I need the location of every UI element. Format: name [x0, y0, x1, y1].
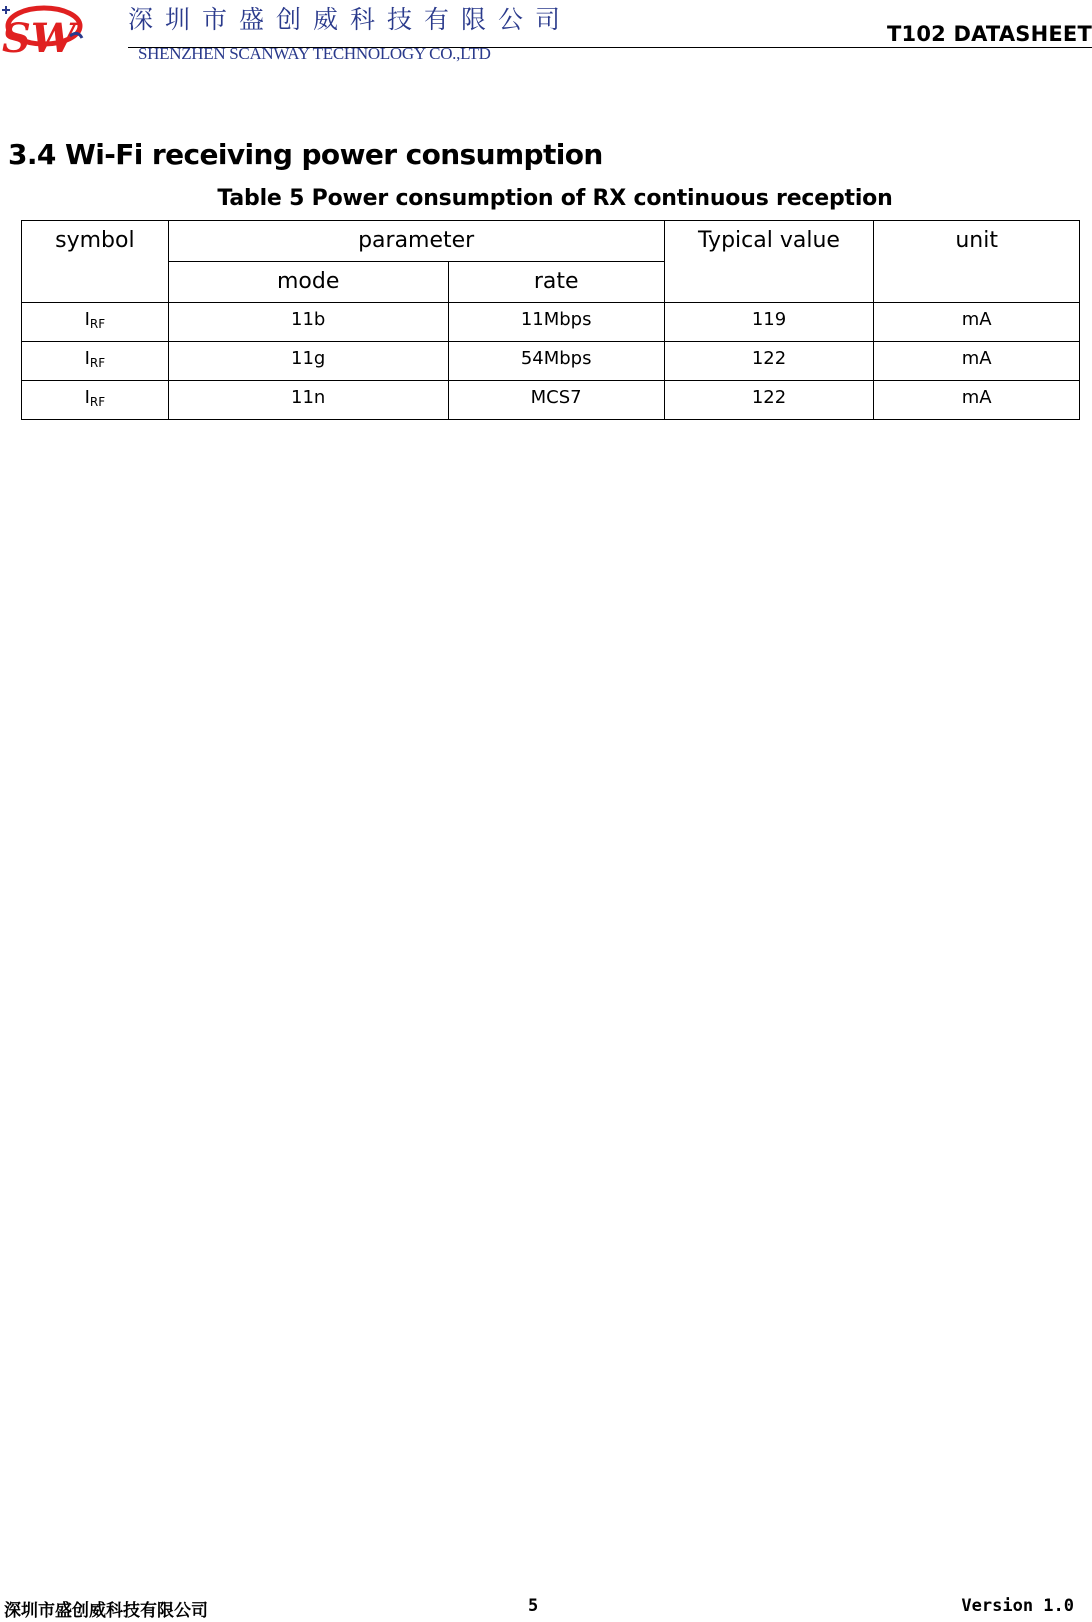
cell-rate: MCS7 [448, 381, 664, 420]
power-consumption-table [21, 220, 1080, 420]
cell-unit: mA [874, 342, 1080, 381]
cell-unit: mA [874, 381, 1080, 420]
symbol-main: I [84, 387, 90, 408]
cell-symbol [22, 342, 169, 381]
cell-typical-value: 122 [664, 342, 874, 381]
symbol-subscript: RF [89, 356, 106, 370]
cell-rate: 11Mbps [448, 303, 664, 342]
cell-mode: 11b [168, 303, 448, 342]
header-parameter: parameter [168, 221, 664, 262]
cell-rate: 54Mbps [448, 342, 664, 381]
header-rate: rate [448, 262, 664, 303]
cell-typical-value: 119 [664, 303, 874, 342]
symbol-subscript: RF [89, 395, 106, 409]
cell-symbol [22, 381, 169, 420]
header-typical-value: Typical value [664, 221, 874, 303]
symbol-main: I [84, 309, 90, 330]
logo-letters: SW [2, 15, 76, 58]
footer-page-number: 5 [528, 1596, 539, 1616]
cell-unit: mA [874, 303, 1080, 342]
header-unit: unit [874, 221, 1080, 303]
symbol-main: I [84, 348, 90, 369]
cell-typical-value: 122 [664, 381, 874, 420]
company-logo [0, 2, 86, 58]
company-name-cn: 深圳市盛创威科技有限公司 [128, 5, 573, 34]
header-mode: mode [168, 262, 448, 303]
footer-company-name: 深圳市盛创威科技有限公司 [4, 1601, 208, 1621]
header-divider [128, 47, 1092, 48]
page-header [0, 0, 1092, 63]
cell-mode: 11n [168, 381, 448, 420]
cell-mode: 11g [168, 342, 448, 381]
table-row [22, 303, 1080, 342]
symbol-subscript: RF [89, 317, 106, 331]
table-caption: Table 5 Power consumption of RX continuous reception [217, 186, 893, 211]
table-row [22, 381, 1080, 420]
cell-symbol [22, 303, 169, 342]
header-symbol: symbol [22, 221, 169, 303]
company-name-en: SHENZHEN SCANWAY TECHNOLOGY CO.,LTD [138, 44, 491, 63]
section-title: 3.4 Wi-Fi receiving power consumption [8, 138, 603, 171]
table-row [22, 342, 1080, 381]
document-title: T102 DATASHEET [887, 22, 1092, 46]
footer-version: Version 1.0 [961, 1596, 1074, 1616]
table-header-row [22, 221, 1080, 262]
